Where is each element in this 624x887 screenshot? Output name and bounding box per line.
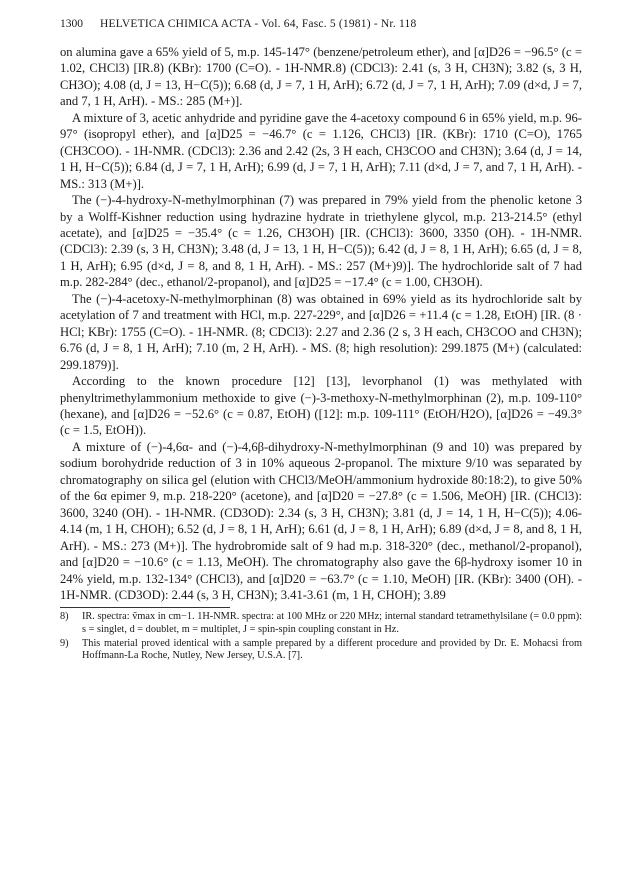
footnote-text: This material proved identical with a sample prepared by a different procedure and provided by Dr. E. Mohacsi from Hoffmann-La Roche, Nutley, New Jersey, U.S.A. [7]. bbox=[82, 637, 582, 662]
paragraph: A mixture of (−)-4,6α- and (−)-4,6β-dihydroxy-N-methylmorphinan (9 and 10) was prepared by sodium borohydride reduction of 3 in 10% aqueous 2-propanol. The mixture 9/10 was separated by chromatography on silica gel (elution with CHCl3/MeOH/ammonium hydroxide 80:18:2), to give 50% of the 6α epimer 9, m.p. 218-220° (acetone), and [α]D20 = −27.8° (c = 1.506, MeOH) [IR. (CHCl3): 3600, 3240 (OH). - 1H-NMR. (CD3OD): 2.34 (s, 3 H, CH3N); 3.81 (d, J = 14, 1 H, H−C(5)); 4.06-4.14 (m, 1 H, CHOH); 6.52 (d, J = 8, 1 H, ArH); 6.61 (d, J = 8, 1 H, ArH); 6.89 (d×d, J = 8, and 8, 1 H, ArH). - MS.: 273 (M+)]. The hydrobromide salt of 9 had m.p. 318-320° (dec., methanol/2-propanol), and [α]D20 = −10.6° (c = 1.13, MeOH). The chromatography also gave the 6β-hydroxy isomer 10 in 24% yield, m.p. 132-134° (CHCl3), and [α]D20 = −63.7° (c = 1.10, MeOH) [IR. (KBr): 3400 (OH). - 1H-NMR. (CD3OD): 2.44 (s, 3 H, CH3N); 3.41-3.61 (m, 1 H, CHOH); 3.89 bbox=[60, 439, 582, 602]
footnote bbox=[60, 611, 582, 636]
paragraph: According to the known procedure [12] [13], levorphanol (1) was methylated with phenyltrimethylammonium methoxide to give (−)-3-methoxy-N-methylmorphinan (2), m.p. 109-110° (hexane), and [α]D26 = −52.6° (c = 0.87, EtOH) ([12]: m.p. 109-111° (EtOH/H2O), [α]D26 = −49.3° (c = 1.5, EtOH)). bbox=[60, 374, 582, 438]
paragraph: A mixture of 3, acetic anhydride and pyridine gave the 4-acetoxy compound 6 in 65% yield, m.p. 96-97° (isopropyl ether), and [α]D25 = −46.7° (c = 1.126, CHCl3) [IR. (KBr): 1710 (C=O), 1765 (CH3COO). - 1H-NMR. (CDCl3): 2.36 and 2.42 (2s, 3 H each, CH3COO and CH3N); 3.64 (d, J = 14, 1 H, H−C(5)); 6.84 (d, J = 7, 1 H, ArH); 6.99 (d, J = 7, 1 H, ArH); 7.11 (d×d, J = 7, and 7, 1 H, ArH). - MS.: 313 (M+)]. bbox=[60, 110, 582, 191]
paragraph: The (−)-4-acetoxy-N-methylmorphinan (8) was obtained in 69% yield as its hydrochloride salt by acetylation of 7 and treatment with HCl, m.p. 227-229°, and [α]D26 = +11.4 (c = 1.28, EtOH) [IR. (8 · HCl; KBr): 1755 (C=O). - 1H-NMR. (8; CDCl3): 2.27 and 2.36 (2 s, 3 H each, CH3COO and CH3N); 6.76 (d, J = 8, 1 H, ArH); 7.10 (m, 2 H, ArH). - MS. (8; high resolution): 299.1875 (M+) (calculated: 299.1879)]. bbox=[60, 291, 582, 372]
body-text bbox=[60, 44, 582, 603]
footnote-divider bbox=[60, 607, 230, 608]
footnote bbox=[60, 638, 582, 663]
paragraph: The (−)-4-hydroxy-N-methylmorphinan (7) was prepared in 79% yield from the phenolic ketone 3 by a Wolff-Kishner reduction using hydrazine hydrate in triethylene glycol, m.p. 213-214.5° (ethyl acetate), and [α]D25 = −35.4° (c = 1.26, CH3OH) [IR. (CHCl3): 3600, 3350 (OH). - 1H-NMR. (CDCl3): 2.39 (s, 3 H, CH3N); 3.48 (d, J = 13, 1 H, H−C(5)); 6.42 (d, J = 8, 1 H, ArH); 6.65 (d, J = 8, 1 H, ArH); 6.95 (d×d, J = 8, and 8, 1 H, ArH). - MS.: 257 (M+)9)]. The hydrochloride salt of 7 had m.p. 282-284° (dec., ethanol/2-propanol), and [α]D25 = −17.4° (c = 1.00, CH3OH). bbox=[60, 193, 582, 290]
running-head: HELVETICA CHIMICA ACTA - Vol. 64, Fasc. 5 (1981) - Nr. 118 bbox=[100, 18, 417, 30]
paragraph-continued: on alumina gave a 65% yield of 5, m.p. 145-147° (benzene/petroleum ether), and [α]D26 = −96.5° (c = 1.02, CHCl3) [IR.8) (KBr): 1700 (C=O). - 1H-NMR.8) (CDCl3): 2.41 (s, 3 H, CH3N); 3.82 (s, 3 H, CH3O); 4.08 (d, J = 13, H−C(5)); 6.68 (d, J = 7, 1 H, ArH); 6.72 (d, J = 7, 1 H, ArH); 7.09 (d×d, J = 7, and 7, 1 H, ArH). - MS.: 285 (M+)]. bbox=[60, 45, 582, 109]
footnote-mark: 8) bbox=[60, 611, 69, 623]
footnote-mark: 9) bbox=[60, 637, 69, 649]
page-number: 1300 bbox=[60, 18, 83, 30]
journal-page bbox=[60, 14, 582, 664]
page-header bbox=[60, 14, 582, 34]
footnote-text: IR. spectra: ṽmax in cm−1. 1H-NMR. spectra: at 100 MHz or 220 MHz; internal standard tetramethylsilane (= 0.0 ppm): s = singlet, d = doublet, m = multiplet, J = spin-spin coupling constant in Hz. bbox=[82, 611, 582, 635]
footnotes bbox=[60, 611, 582, 662]
